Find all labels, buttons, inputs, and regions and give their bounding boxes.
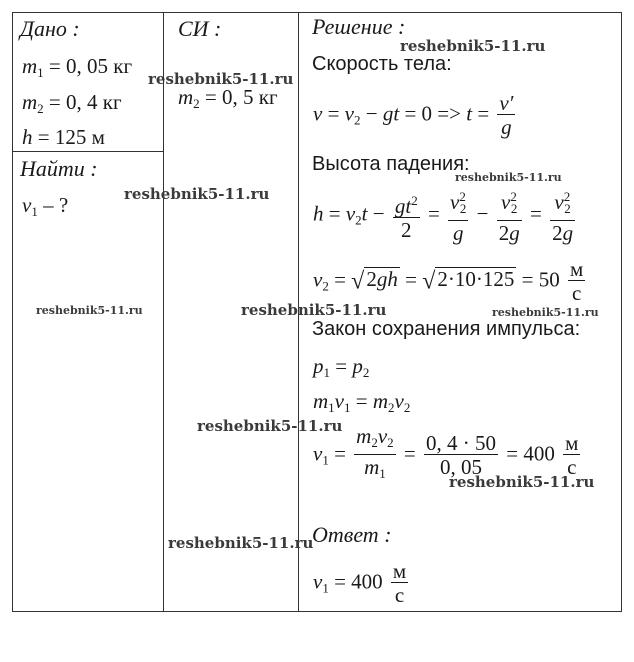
given-m2: $m_2 = 0$, 4 кг <box>22 90 122 116</box>
formula-height: $h = v_2t$ − $\frac{gt^2}{2}$ = $\frac{v^2_2}{g}$ − $\frac{v^2_2}{2g}$ = $\frac{v^2_2}{2g}$ <box>313 186 578 245</box>
formula-v1: $v_1$ = $\frac{m_2v_2}{m_1}$ = $\frac{0, 4 \cdot 50}{0, 05}$ = 400 $\frac{м}{с}$ <box>313 424 579 481</box>
watermark: reshebnik5-11.ru <box>455 171 562 184</box>
formula-mv: $m_1v_1 = m_2v_2$ <box>313 389 411 415</box>
height-label: Высота падения: <box>312 153 470 175</box>
speed-label: Скорость тела: <box>312 53 452 75</box>
watermark: reshebnik5-11.ru <box>241 301 387 319</box>
watermark: reshebnik5-11.ru <box>449 473 595 491</box>
find-v1: $v_1$ – ? <box>22 193 69 219</box>
divider-given-si <box>163 13 164 611</box>
watermark: reshebnik5-11.ru <box>168 534 314 552</box>
header-find: Найти : <box>20 156 98 181</box>
si-m2: $m_2 = 0$, 5 кг <box>178 85 278 111</box>
header-si: СИ : <box>178 16 222 41</box>
header-given: Дано : <box>20 16 80 41</box>
answer-value: $v_1 = 400$ $\frac{м}{с}$ <box>313 559 407 607</box>
formula-speed: $v = v_2$ − gt = 0 => t = $\frac{v'}{g}$ <box>313 91 514 139</box>
formula-v2: $v_2 = √2gh = √2\cdot 10\cdot 125 = 50$ $\frac{м}{с}$ <box>313 257 584 305</box>
watermark: reshebnik5-11.ru <box>148 70 294 88</box>
watermark: reshebnik5-11.ru <box>492 306 599 319</box>
watermark: reshebnik5-11.ru <box>197 417 343 435</box>
watermark: reshebnik5-11.ru <box>400 37 546 55</box>
watermark: reshebnik5-11.ru <box>124 185 270 203</box>
divider-given-find <box>13 151 163 152</box>
formula-p: $p_1 = p_2$ <box>313 354 370 380</box>
watermark: reshebnik5-11.ru <box>36 304 143 317</box>
header-solution: Решение : <box>312 14 406 39</box>
given-h: h = 125 м <box>22 125 105 149</box>
momentum-label: Закон сохранения импульса: <box>312 318 581 340</box>
given-m1: $m_1 = 0$, 05 кг <box>22 54 133 80</box>
answer-label: Ответ : <box>312 522 392 547</box>
